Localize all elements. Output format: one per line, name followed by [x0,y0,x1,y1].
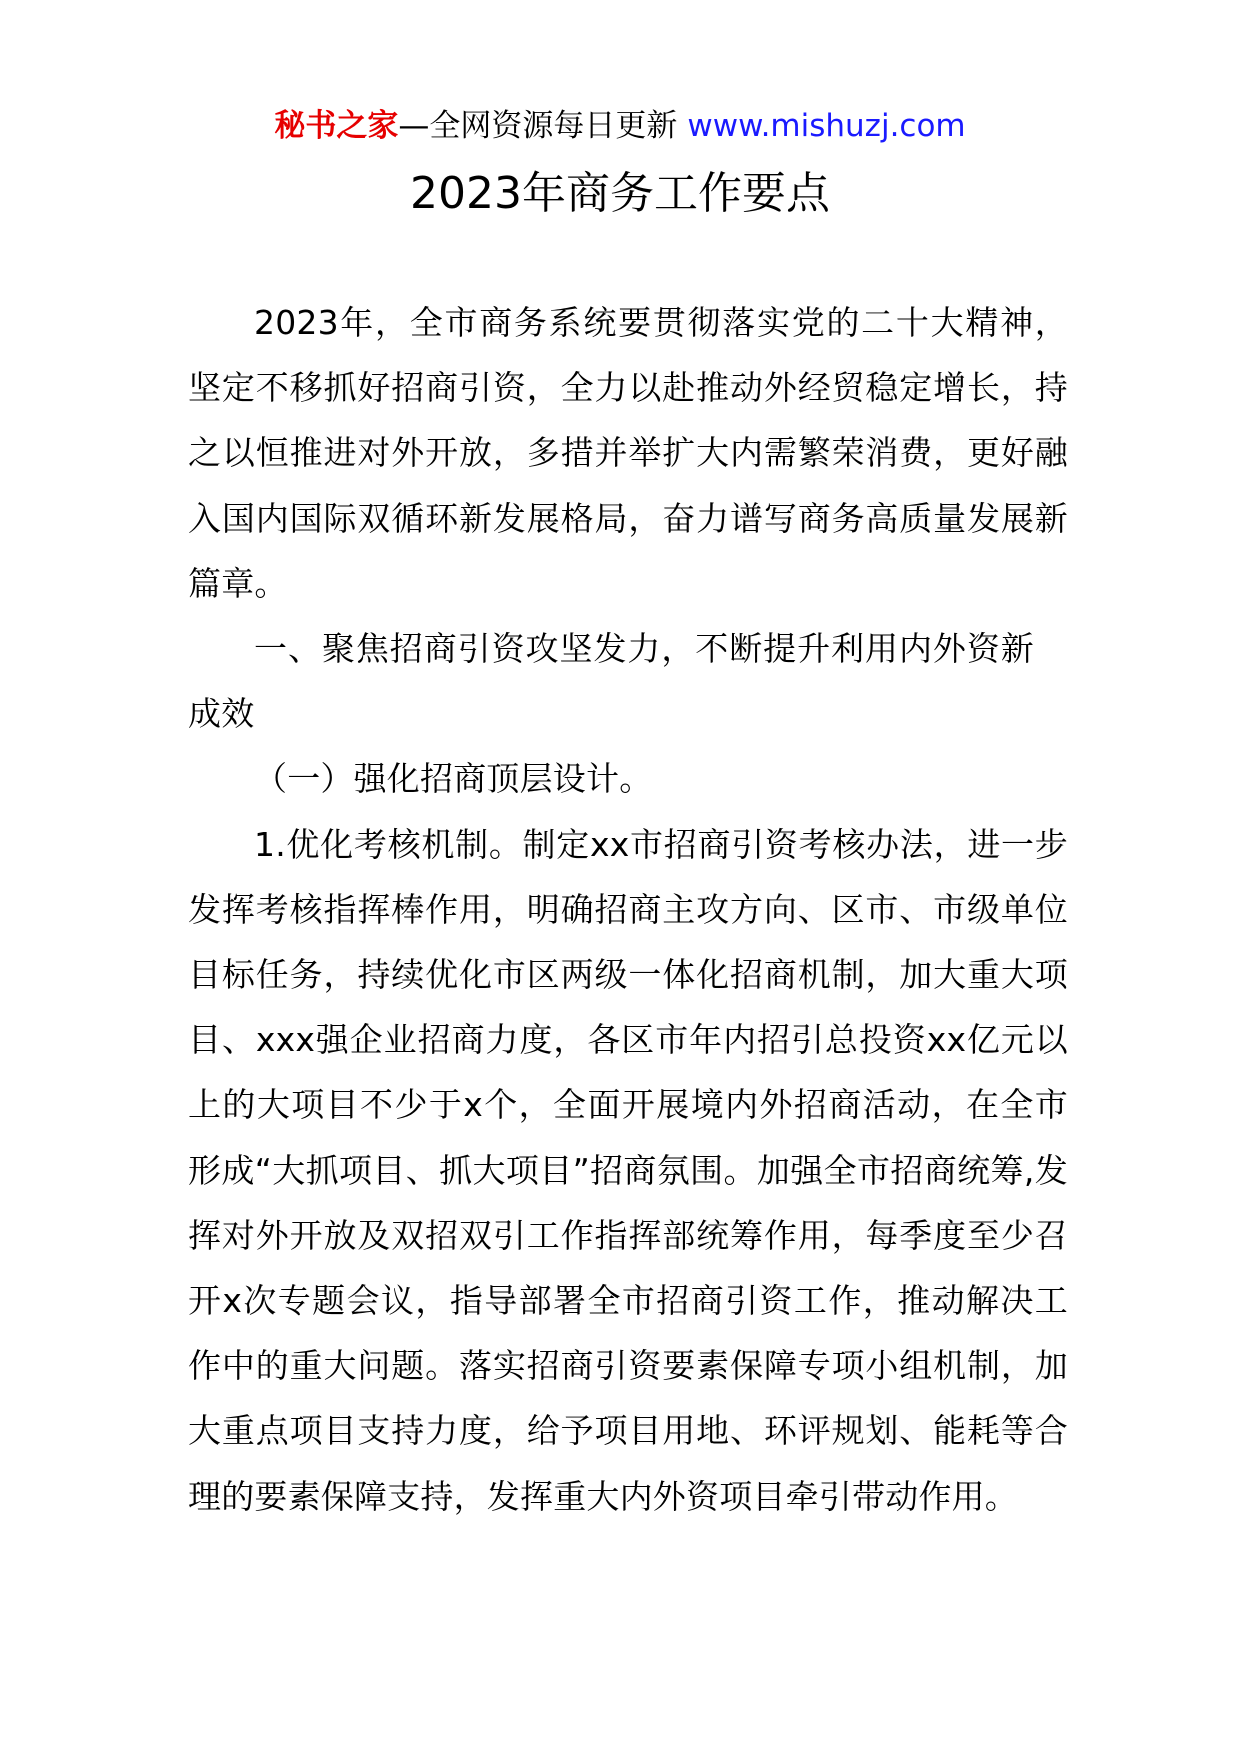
site-brand: 秘书之家 [274,108,399,144]
document-title: 2023年商务工作要点 [410,168,830,219]
site-url-link[interactable]: www.mishuzj.com [687,108,966,144]
document-body [188,290,1068,1529]
subsection-heading: （一）强化招商顶层设计。 [254,759,653,799]
site-tagline: —全网资源每日更新 [398,108,678,144]
site-header [0,104,1240,148]
section-heading: 一、聚焦招商引资攻坚发力，不断提升利用内外资新成效 [188,629,1034,734]
intro-paragraph: 2023年，全市商务系统要贯彻落实党的二十大精神，坚定不移抓好招商引资，全力以赴推动外经贸稳定增长，持之以恒推进对外开放，多措并举扩大内需繁荣消费，更好融入国内国际双循环新发展格局，奋力谱写商务高质量发展新篇章。 [188,303,1068,603]
item-paragraph: 1.优化考核机制。制定xx市招商引资考核办法，进一步发挥考核指挥棒作用，明确招商主攻方向、区市、市级单位目标任务，持续优化市区两级一体化招商机制，加大重大项目、xxx强企业招商力度，各区市年内招引总投资xx亿元以上的大项目不少于x个，全面开展境内外招商活动，在全市形成“大抓项目、抓大项目”招商氛围。加强全市招商统筹,发挥对外开放及双招双引工作指挥部统筹作用，每季度至少召开x次专题会议，指导部署全市招商引资工作，推动解决工作中的重大问题。落实招商引资要素保障专项小组机制，加大重点项目支持力度，给予项目用地、环评规划、能耗等合理的要素保障支持，发挥重大内外资项目牵引带动作用。 [188,824,1068,1516]
